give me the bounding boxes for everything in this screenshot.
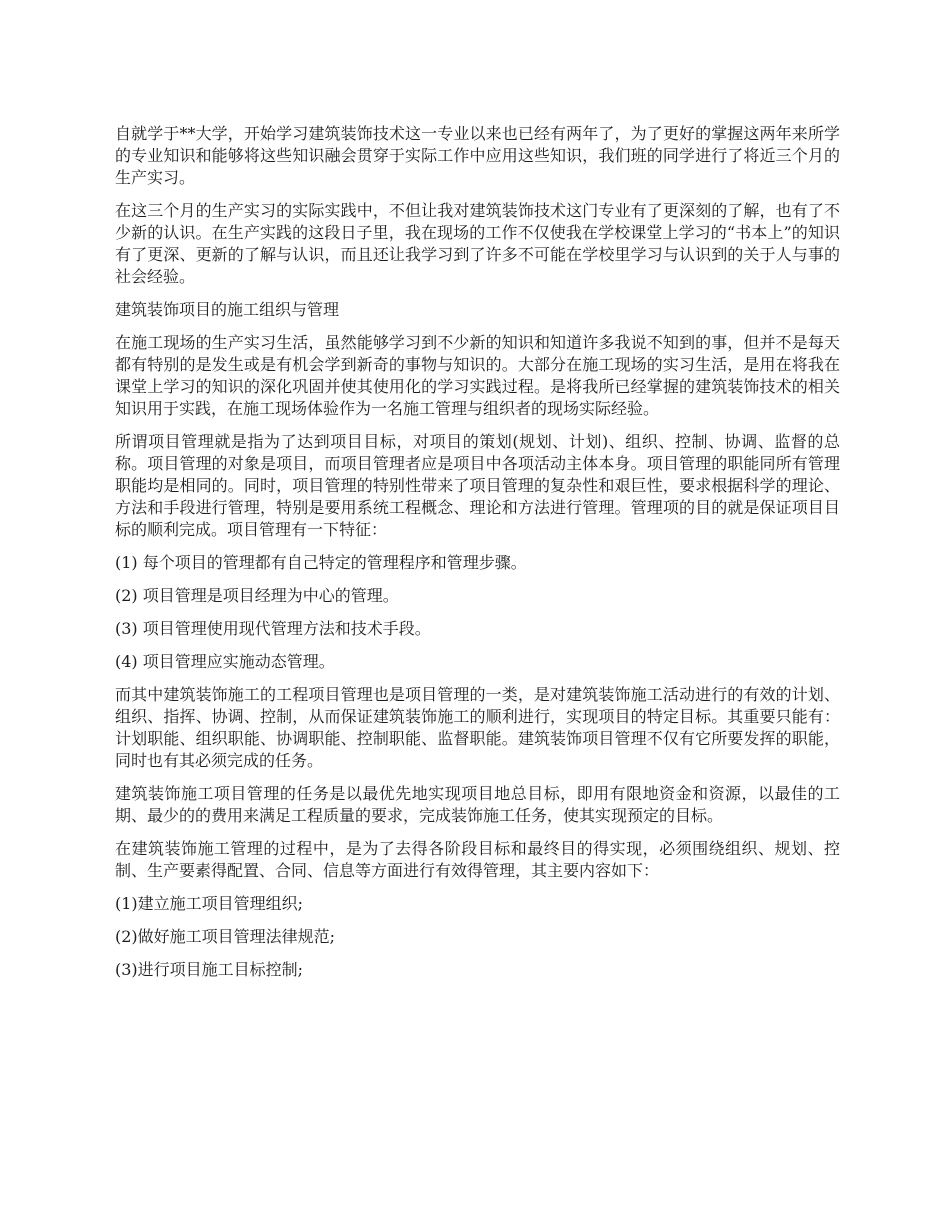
document-body: [115, 123, 840, 992]
paragraph-tasks: 建筑装饰施工项目管理的任务是以最优先地实现项目地总目标，即用有限地资金和资源，以最佳的工期、最少的的费用来满足工程质量的要求，完成装饰施工任务，使其实现预定的目标。: [115, 784, 840, 825]
paragraph-site-life: 在施工现场的生产实习生活，虽然能够学习到不少新的知识和知道许多我说不知到的事，但并不是每天都有特别的是发生或是有机会学到新奇的事物与知识的。大部分在施工现场的实习生活，是用在将我在课堂上学习的知识的深化巩固并使其使用化的学习实践过程。是将我所已经掌握的建筑装饰技术的相关知识用于实践，在施工现场体验作为一名施工管理与组织者的现场实际经验。: [115, 333, 840, 418]
section-heading: 建筑装饰项目的施工组织与管理: [115, 300, 340, 319]
list-item: (1)建立施工项目管理组织;: [115, 894, 304, 913]
list-item: (4) 项目管理应实施动态管理。: [115, 652, 335, 671]
list-item: (3) 项目管理使用现代管理方法和技术手段。: [115, 619, 431, 638]
list-item: (2) 项目管理是项目经理为中心的管理。: [115, 586, 399, 605]
paragraph-intro: 自就学于**大学，开始学习建筑装饰技术这一专业以来也已经有两年了，为了更好的掌握这两年来所学的专业知识和能够将这些知识融会贯穿于实际工作中应用这些知识，我们班的同学进行了将近三个月的生产实习。: [115, 124, 840, 187]
list-item: (1) 每个项目的管理都有自己特定的管理程序和管理步骤。: [115, 553, 527, 572]
list-item: (3)进行项目施工目标控制;: [115, 960, 304, 979]
paragraph-project-management: 所谓项目管理就是指为了达到项目目标，对项目的策划(规划、计划)、组织、控制、协调、监督的总称。项目管理的对象是项目，而项目管理者应是项目中各项活动主体本身。项目管理的职能同所有管理职能均是相同的。同时，项目管理的特别性带来了项目管理的复杂性和艰巨性，要求根据科学的理论、方法和手段进行管理，特别是要用系统工程概念、理论和方法进行管理。管理项的目的就是保证项目目标的顺利完成。项目管理有一下特征：: [115, 432, 840, 539]
list-item: (2)做好施工项目管理法律规范;: [115, 927, 336, 946]
paragraph-decoration-management: 而其中建筑装饰施工的工程项目管理也是项目管理的一类，是对建筑装饰施工活动进行的有效的计划、组织、指挥、协调、控制，从而保证建筑装饰施工的顺利进行，实现项目的特定目标。其重要只能有：计划职能、组织职能、协调职能、控制职能、监督职能。建筑装饰项目管理不仅有它所要发挥的职能，同时也有其必须完成的任务。: [115, 685, 840, 770]
paragraph-process: 在建筑装饰施工管理的过程中，是为了去得各阶段目标和最终目的得实现，必须围绕组织、规划、控制、生产要素得配置、合同、信息等方面进行有效得管理，其主要内容如下：: [115, 839, 840, 880]
paragraph-practice: 在这三个月的生产实习的实际实践中，不但让我对建筑装饰技术这门专业有了更深刻的了解，也有了不少新的认识。在生产实践的这段日子里，我在现场的工作不仅使我在学校课堂上学习的“书本上”的知识有了更深、更新的了解与认识，而且还让我学习到了许多不可能在学校里学习与认识到的关于人与事的社会经验。: [115, 201, 840, 286]
